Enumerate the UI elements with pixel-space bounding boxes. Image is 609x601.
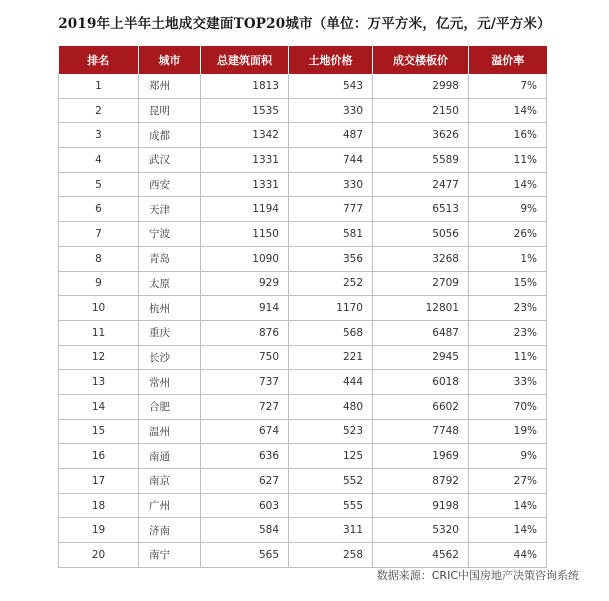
rank-cell: 2 (59, 98, 139, 123)
premium-rate-cell: 19% (469, 419, 547, 444)
land-price-cell: 330 (289, 172, 373, 197)
rank-cell: 16 (59, 444, 139, 469)
table-row (59, 197, 547, 222)
total-floor-area-cell: 627 (201, 469, 289, 494)
premium-rate-cell: 14% (469, 172, 547, 197)
city-cell: 太原 (139, 271, 201, 296)
rank-cell: 18 (59, 493, 139, 518)
table-row (59, 444, 547, 469)
land-price-cell: 356 (289, 246, 373, 271)
city-cell: 重庆 (139, 320, 201, 345)
total-floor-area-cell: 929 (201, 271, 289, 296)
rank-cell: 11 (59, 320, 139, 345)
city-cell: 郑州 (139, 74, 201, 98)
total-floor-area-cell: 1813 (201, 74, 289, 98)
land-price-cell: 258 (289, 543, 373, 568)
land-price-cell: 1170 (289, 296, 373, 321)
total-floor-area-cell: 1090 (201, 246, 289, 271)
city-cell: 宁波 (139, 222, 201, 247)
column-header-city: 城市 (139, 46, 201, 74)
rank-cell: 6 (59, 197, 139, 222)
total-floor-area-cell: 603 (201, 493, 289, 518)
table-row (59, 74, 547, 98)
city-cell: 南宁 (139, 543, 201, 568)
land-price-cell: 221 (289, 345, 373, 370)
table-row (59, 419, 547, 444)
table-row (59, 320, 547, 345)
floor-price-cell: 4562 (373, 543, 469, 568)
total-floor-area-cell: 727 (201, 394, 289, 419)
premium-rate-cell: 23% (469, 320, 547, 345)
city-cell: 南京 (139, 469, 201, 494)
city-cell: 济南 (139, 518, 201, 543)
floor-price-cell: 6513 (373, 197, 469, 222)
rank-cell: 13 (59, 370, 139, 395)
table-row (59, 98, 547, 123)
city-cell: 昆明 (139, 98, 201, 123)
data-table (58, 46, 547, 568)
land-price-cell: 311 (289, 518, 373, 543)
rank-cell: 20 (59, 543, 139, 568)
premium-rate-cell: 26% (469, 222, 547, 247)
total-floor-area-cell: 1150 (201, 222, 289, 247)
total-floor-area-cell: 914 (201, 296, 289, 321)
table-row (59, 148, 547, 173)
table-row (59, 493, 547, 518)
land-price-cell: 125 (289, 444, 373, 469)
table-row (59, 345, 547, 370)
premium-rate-cell: 16% (469, 123, 547, 148)
table-row (59, 469, 547, 494)
land-price-cell: 444 (289, 370, 373, 395)
city-cell: 长沙 (139, 345, 201, 370)
total-floor-area-cell: 565 (201, 543, 289, 568)
city-cell: 杭州 (139, 296, 201, 321)
column-header-premium-rate: 溢价率 (469, 46, 547, 74)
floor-price-cell: 5056 (373, 222, 469, 247)
land-price-cell: 552 (289, 469, 373, 494)
rank-cell: 5 (59, 172, 139, 197)
rank-cell: 15 (59, 419, 139, 444)
premium-rate-cell: 14% (469, 518, 547, 543)
rank-cell: 3 (59, 123, 139, 148)
premium-rate-cell: 70% (469, 394, 547, 419)
floor-price-cell: 2945 (373, 345, 469, 370)
table-row (59, 370, 547, 395)
table-row (59, 222, 547, 247)
floor-price-cell: 3268 (373, 246, 469, 271)
floor-price-cell: 5320 (373, 518, 469, 543)
rank-cell: 1 (59, 74, 139, 98)
total-floor-area-cell: 1342 (201, 123, 289, 148)
floor-price-cell: 2998 (373, 74, 469, 98)
rank-cell: 4 (59, 148, 139, 173)
floor-price-cell: 5589 (373, 148, 469, 173)
floor-price-cell: 3626 (373, 123, 469, 148)
floor-price-cell: 2709 (373, 271, 469, 296)
table-header-row (59, 46, 547, 74)
table-row (59, 123, 547, 148)
city-cell: 西安 (139, 172, 201, 197)
data-source-note: 数据来源：CRIC中国房地产决策咨询系统 (376, 569, 579, 582)
land-price-cell: 777 (289, 197, 373, 222)
premium-rate-cell: 14% (469, 98, 547, 123)
total-floor-area-cell: 737 (201, 370, 289, 395)
premium-rate-cell: 33% (469, 370, 547, 395)
premium-rate-cell: 23% (469, 296, 547, 321)
table-row (59, 271, 547, 296)
table-row (59, 543, 547, 568)
premium-rate-cell: 15% (469, 271, 547, 296)
total-floor-area-cell: 1331 (201, 172, 289, 197)
city-cell: 天津 (139, 197, 201, 222)
rank-cell: 9 (59, 271, 139, 296)
land-price-cell: 252 (289, 271, 373, 296)
page-title: 2019年上半年土地成交建面TOP20城市（单位：万平方米，亿元，元/平方米） (58, 16, 551, 32)
rank-cell: 8 (59, 246, 139, 271)
rank-cell: 7 (59, 222, 139, 247)
floor-price-cell: 6602 (373, 394, 469, 419)
city-cell: 广州 (139, 493, 201, 518)
total-floor-area-cell: 584 (201, 518, 289, 543)
land-price-cell: 523 (289, 419, 373, 444)
floor-price-cell: 1969 (373, 444, 469, 469)
premium-rate-cell: 9% (469, 444, 547, 469)
floor-price-cell: 8792 (373, 469, 469, 494)
floor-price-cell: 9198 (373, 493, 469, 518)
total-floor-area-cell: 1331 (201, 148, 289, 173)
table-row (59, 518, 547, 543)
floor-price-cell: 2150 (373, 98, 469, 123)
table-row (59, 296, 547, 321)
city-cell: 南通 (139, 444, 201, 469)
total-floor-area-cell: 876 (201, 320, 289, 345)
rank-cell: 17 (59, 469, 139, 494)
city-cell: 温州 (139, 419, 201, 444)
city-cell: 常州 (139, 370, 201, 395)
premium-rate-cell: 44% (469, 543, 547, 568)
land-price-cell: 568 (289, 320, 373, 345)
land-price-cell: 555 (289, 493, 373, 518)
total-floor-area-cell: 1535 (201, 98, 289, 123)
table-body (59, 74, 547, 567)
total-floor-area-cell: 674 (201, 419, 289, 444)
column-header-floor-price: 成交楼板价 (373, 46, 469, 74)
rank-cell: 12 (59, 345, 139, 370)
land-price-cell: 480 (289, 394, 373, 419)
floor-price-cell: 6487 (373, 320, 469, 345)
land-price-cell: 744 (289, 148, 373, 173)
table-row (59, 246, 547, 271)
rank-cell: 14 (59, 394, 139, 419)
rank-cell: 19 (59, 518, 139, 543)
premium-rate-cell: 7% (469, 74, 547, 98)
land-price-cell: 487 (289, 123, 373, 148)
floor-price-cell: 6018 (373, 370, 469, 395)
column-header-land-price: 土地价格 (289, 46, 373, 74)
premium-rate-cell: 9% (469, 197, 547, 222)
floor-price-cell: 12801 (373, 296, 469, 321)
land-price-cell: 581 (289, 222, 373, 247)
floor-price-cell: 2477 (373, 172, 469, 197)
column-header-rank: 排名 (59, 46, 139, 74)
premium-rate-cell: 11% (469, 345, 547, 370)
land-price-cell: 330 (289, 98, 373, 123)
city-cell: 合肥 (139, 394, 201, 419)
table-row (59, 172, 547, 197)
column-header-total-floor-area: 总建筑面积 (201, 46, 289, 74)
premium-rate-cell: 27% (469, 469, 547, 494)
total-floor-area-cell: 636 (201, 444, 289, 469)
table-row (59, 394, 547, 419)
city-cell: 青岛 (139, 246, 201, 271)
total-floor-area-cell: 1194 (201, 197, 289, 222)
floor-price-cell: 7748 (373, 419, 469, 444)
city-cell: 武汉 (139, 148, 201, 173)
land-price-cell: 543 (289, 74, 373, 98)
rank-cell: 10 (59, 296, 139, 321)
city-cell: 成都 (139, 123, 201, 148)
premium-rate-cell: 1% (469, 246, 547, 271)
total-floor-area-cell: 750 (201, 345, 289, 370)
premium-rate-cell: 11% (469, 148, 547, 173)
premium-rate-cell: 14% (469, 493, 547, 518)
